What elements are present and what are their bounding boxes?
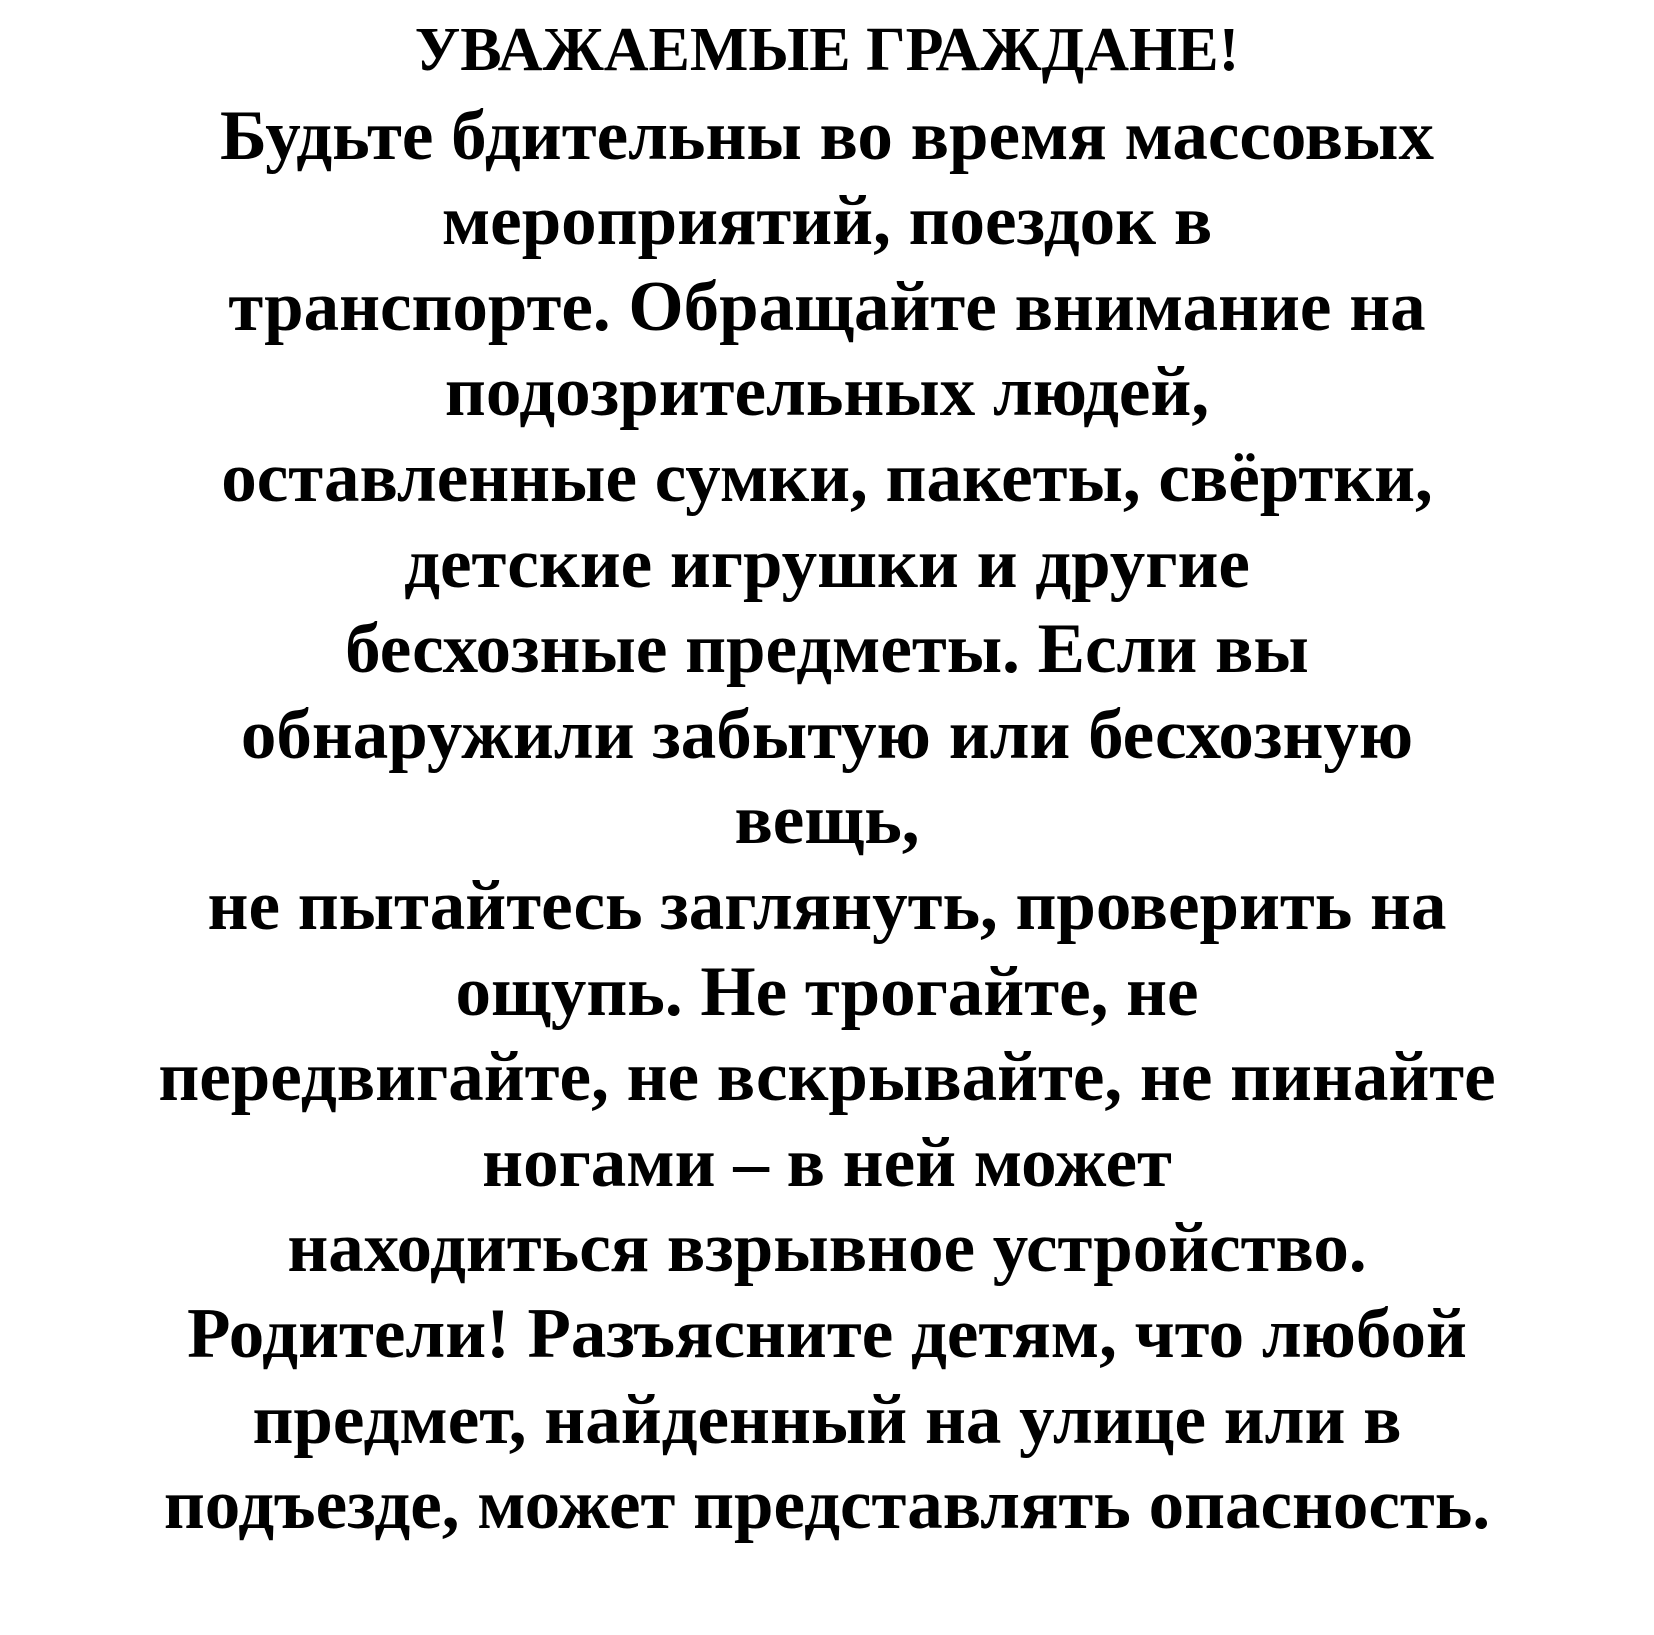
notice-line: ощупь. Не трогайте, не [455,952,1199,1031]
notice-line: вещь, [734,781,920,860]
notice-line: подъезде, может представлять опасность. [163,1466,1491,1545]
notice-line: находиться взрывное устройство. [287,1209,1367,1288]
notice-line: детские игрушки и другие [404,524,1250,603]
notice-line: передвигайте, не вскрывайте, не пинайте [158,1038,1496,1117]
notice-line: Будьте бдительны во время массовых [220,96,1434,175]
notice-line: Родители! Разъясните детям, что любой [187,1294,1467,1373]
notice-line: ногами – в ней может [482,1123,1172,1202]
notice-line: обнаружили забытую или бесхозную [240,695,1414,774]
notice-title: УВАЖАЕМЫЕ ГРАЖДАНЕ! [414,16,1240,84]
notice-line: не пытайтесь заглянуть, проверить на [207,866,1447,945]
notice-line: мероприятий, поездок в [441,182,1213,261]
notice-line: подозрительных людей, [444,353,1210,432]
notice-line: оставленные сумки, пакеты, свёртки, [221,438,1433,517]
notice-line: бесхозные предметы. Если вы [345,610,1309,689]
warning-notice [0,8,1654,1549]
notice-line: транспорте. Обращайте внимание на [228,267,1426,346]
notice-line: предмет, найденный на улице или в [252,1380,1402,1459]
